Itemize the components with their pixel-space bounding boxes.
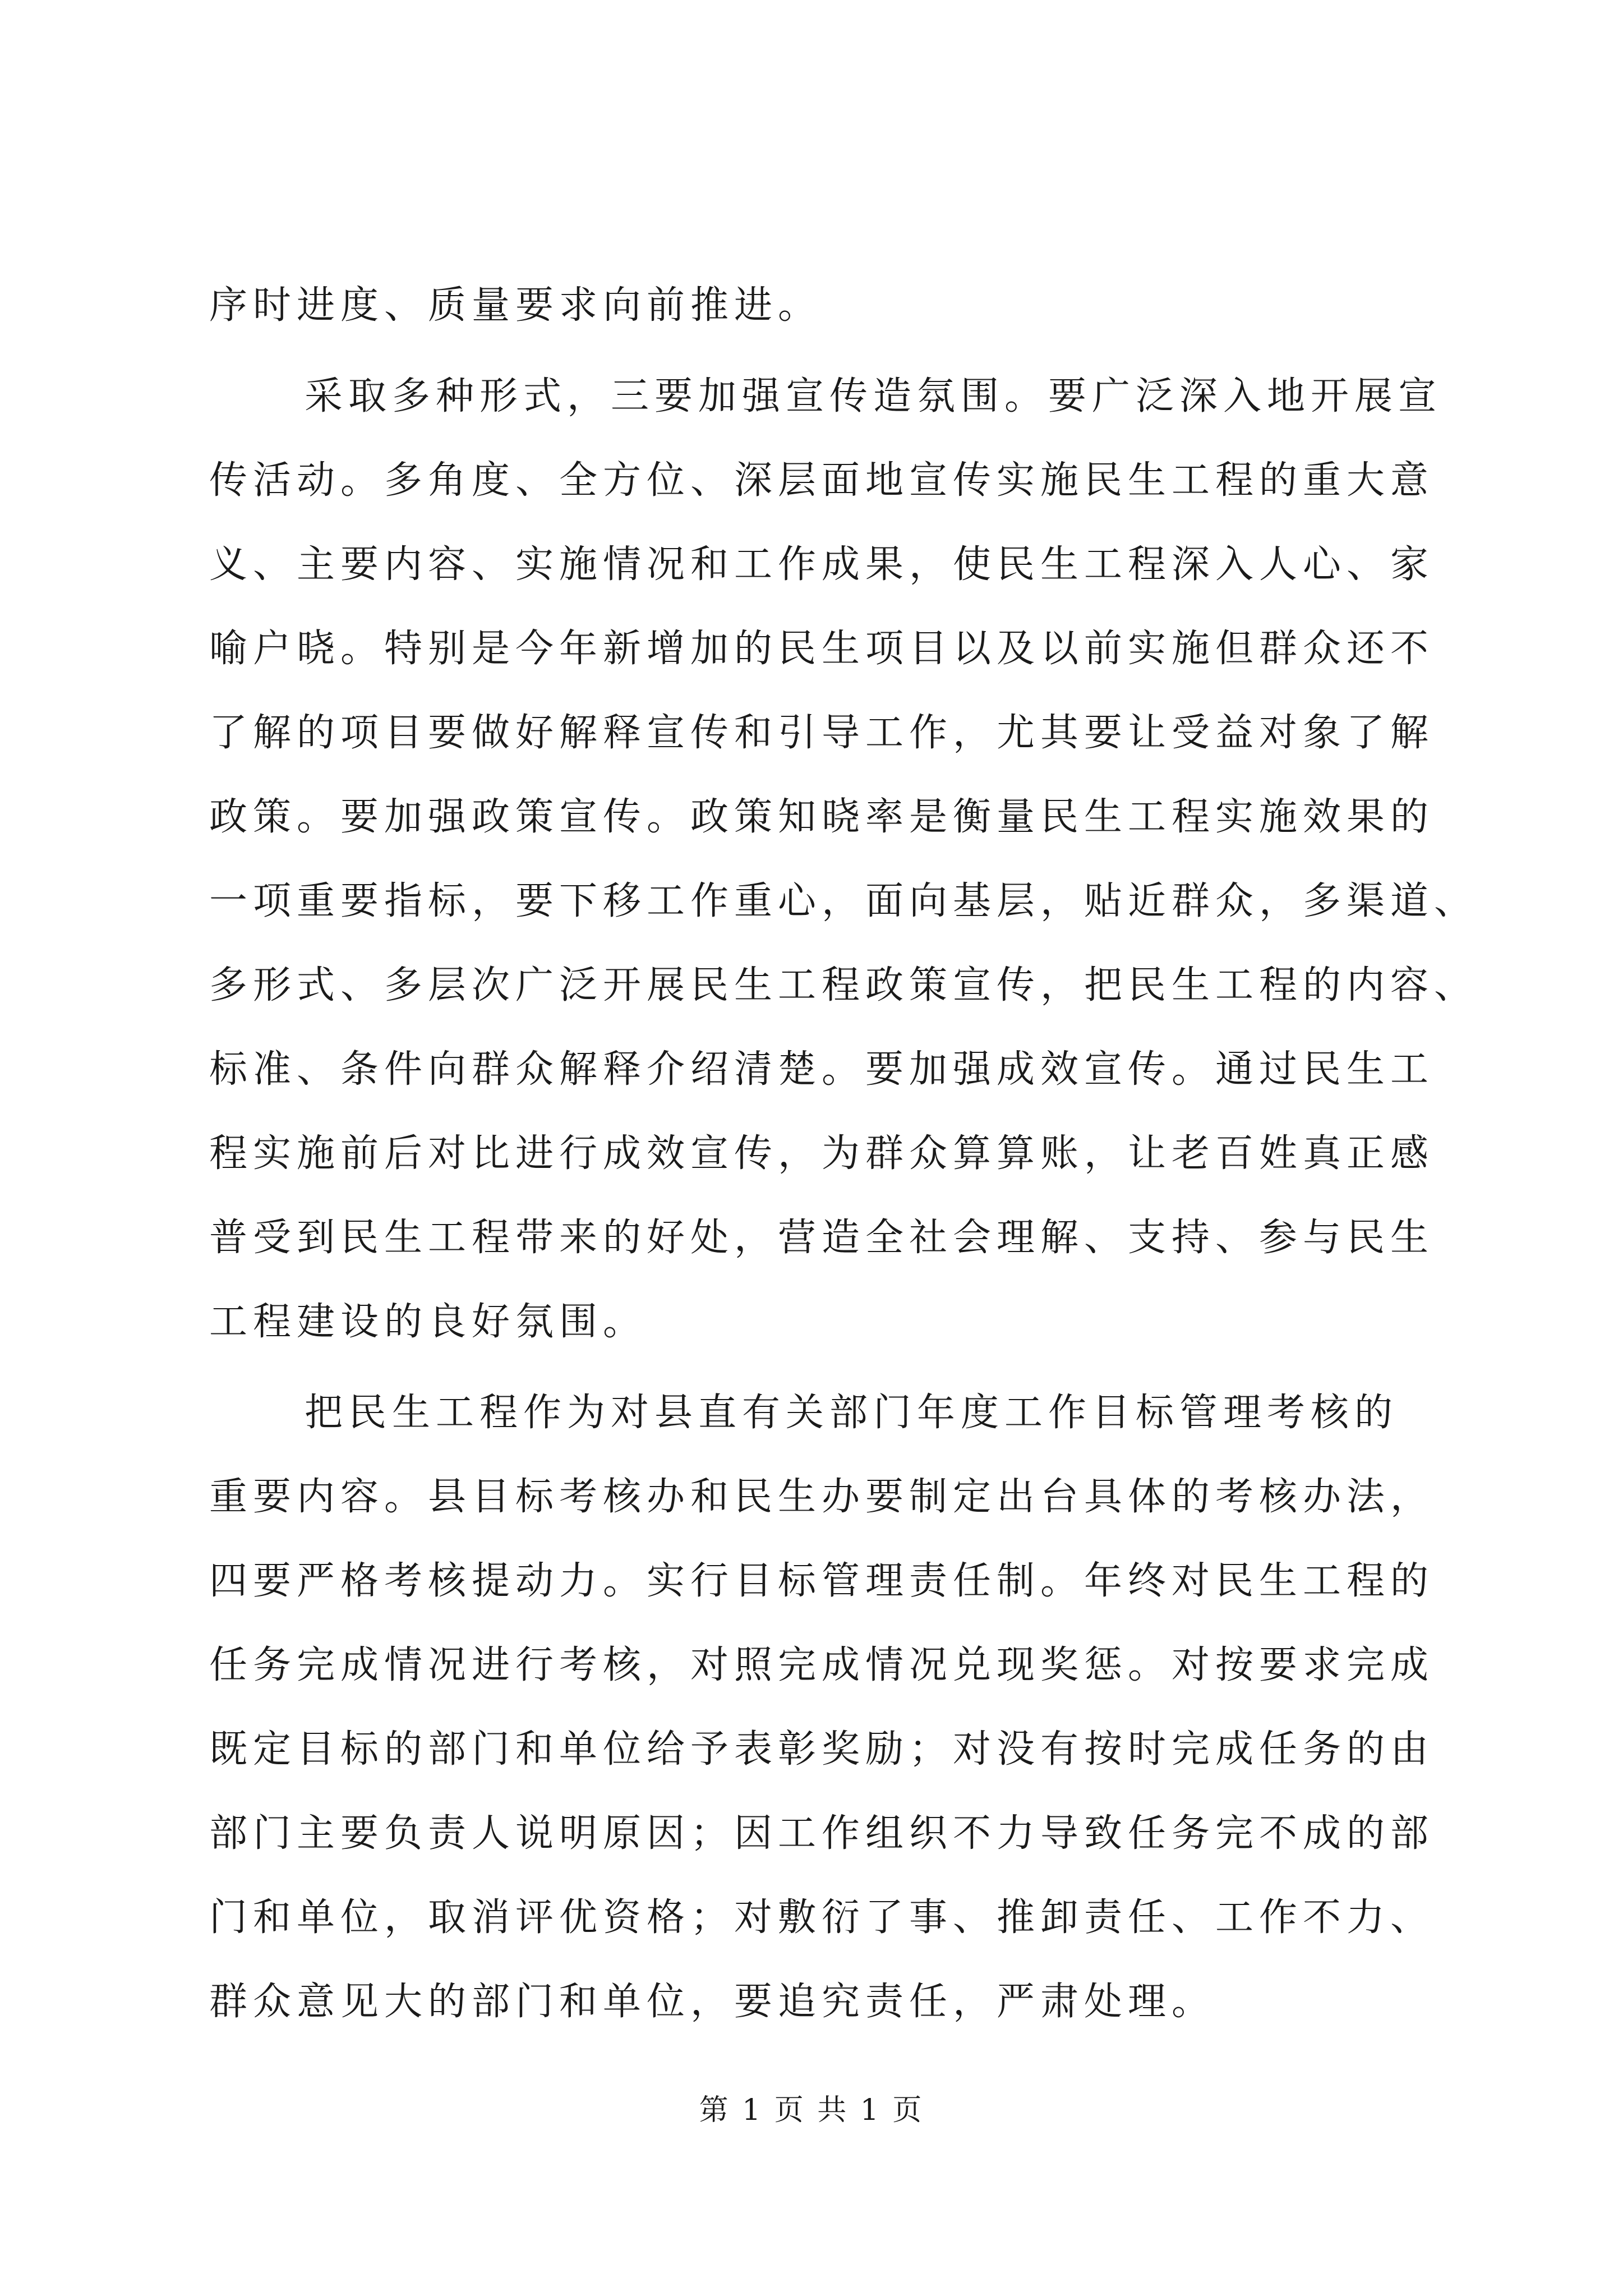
document-body — [209, 264, 1478, 2044]
text-line: 采取多种形式，三要加强宣传造氛围。要广泛深入地开展宣 — [305, 374, 1442, 418]
text-line: 群众意见大的部门和单位，要追究责任，严肃处理。 — [209, 1980, 1216, 2024]
text-line: 重要内容。县目标考核办和民生办要制定出台具体的考核办法， — [209, 1475, 1435, 1519]
text-line: 普受到民生工程带来的好处，营造全社会理解、支持、参与民生 — [209, 1216, 1435, 1260]
text-line: 任务完成情况进行考核，对照完成情况兑现奖惩。对按要求完成 — [209, 1643, 1435, 1687]
text-line: 四要严格考核提动力。实行目标管理责任制。年终对民生工程的 — [209, 1559, 1435, 1603]
text-line: 把民生工程作为对县直有关部门年度工作目标管理考核的 — [305, 1391, 1399, 1435]
text-line: 传活动。多角度、全方位、深层面地宣传实施民生工程的重大意 — [209, 458, 1435, 503]
text-line: 了解的项目要做好解释宣传和引导工作，尤其要让受益对象了解 — [209, 711, 1435, 755]
text-line: 义、主要内容、实施情况和工作成果，使民生工程深入人心、家 — [209, 542, 1435, 587]
text-line: 喻户晓。特别是今年新增加的民生项目以及以前实施但群众还不 — [209, 627, 1435, 671]
text-line: 程实施前后对比进行成效宣传，为群众算算账，让老百姓真正感 — [209, 1131, 1435, 1176]
text-line: 既定目标的部门和单位给予表彰奖励；对没有按时完成任务的由 — [209, 1727, 1435, 1772]
text-line: 序时进度、质量要求向前推进。 — [209, 283, 822, 328]
text-line: 部门主要负责人说明原因；因工作组织不力导致任务完不成的部 — [209, 1811, 1435, 1856]
text-line: 多形式、多层次广泛开展民生工程政策宣传，把民生工程的内容、 — [209, 963, 1478, 1007]
text-line: 标准、条件向群众解释介绍清楚。要加强成效宣传。通过民生工 — [209, 1047, 1435, 1092]
text-line: 一项重要指标，要下移工作重心，面向基层，贴近群众，多渠道、 — [209, 879, 1478, 923]
text-line: 政策。要加强政策宣传。政策知晓率是衡量民生工程实施效果的 — [209, 795, 1435, 839]
text-line: 门和单位，取消评优资格；对敷衍了事、推卸责任、工作不力、 — [209, 1895, 1435, 1940]
text-line: 工程建设的良好氛围。 — [209, 1300, 647, 1344]
page-footer: 第 1 页 共 1 页 — [699, 2093, 924, 2127]
